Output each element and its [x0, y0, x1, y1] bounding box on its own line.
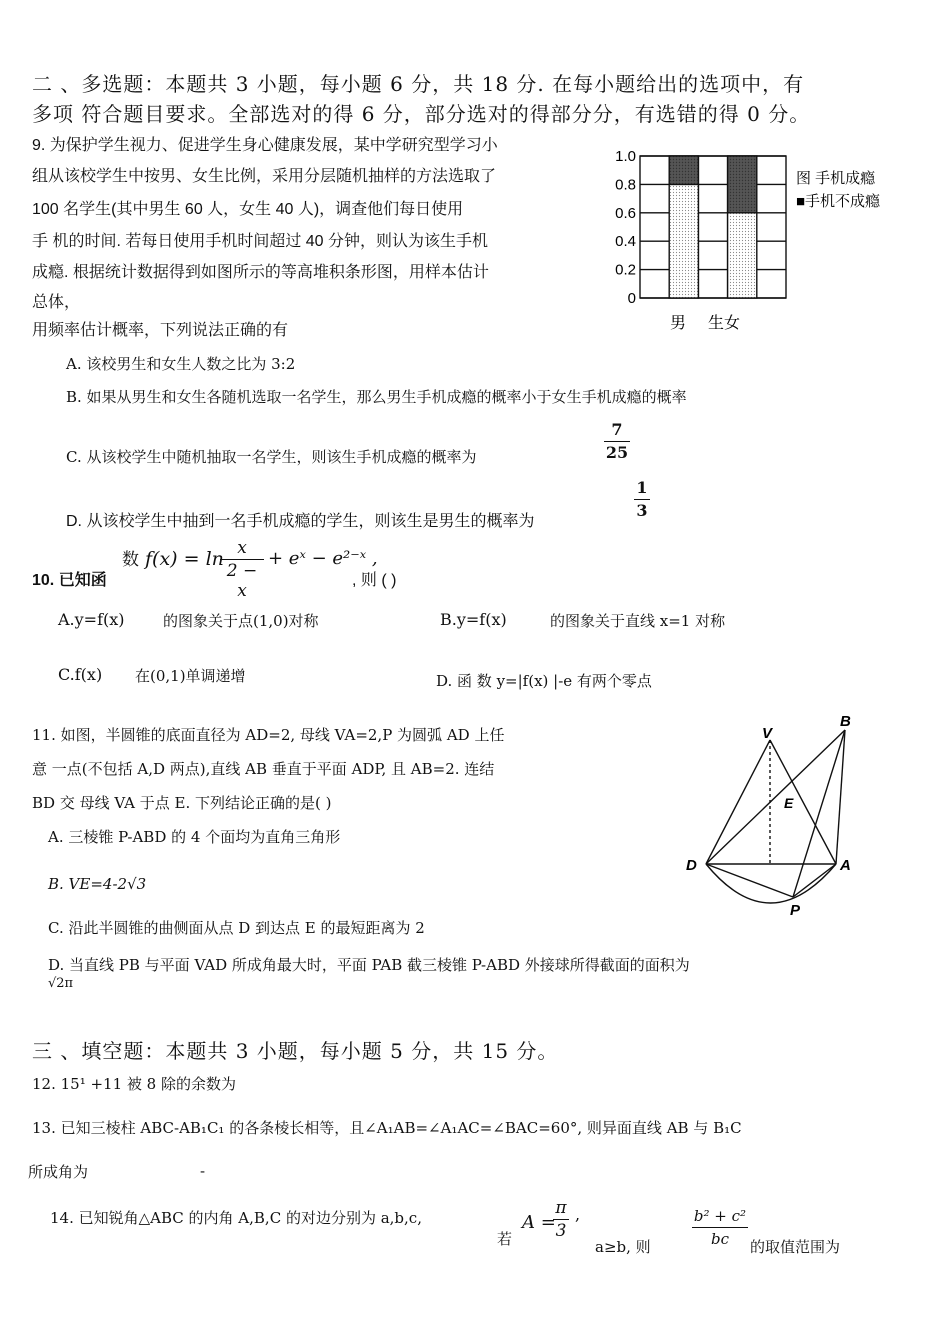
q10-formula-lhs: f(x) = ln	[145, 548, 224, 570]
section2-line2: 多项 符合题目要求。全部选对的得 6 分，部分选对的得部分分，有选错的得 0 分。	[32, 102, 811, 126]
q14-comma: ,	[575, 1205, 581, 1224]
q9-option-d-fraction	[634, 478, 650, 521]
q9-option-a: A. 该校男生和女生人数之比为 3:2	[66, 355, 296, 373]
q11-option-d: D. 当直线 PB 与平面 VAD 所成角最大时，平面 PAB 截三棱锥 P-ABD 外接球所得截面的面积为	[48, 956, 690, 974]
label-a: A	[840, 857, 851, 874]
q11-option-c: C. 沿此半圆锥的曲侧面从点 D 到达点 E 的最短距离为 2	[48, 919, 425, 937]
q9-option-c-fraction	[604, 420, 630, 463]
q10-option-c-text: 在(0,1)单调递增	[135, 667, 246, 685]
label-v: V	[762, 725, 773, 742]
q9-option-d: D. 从该校学生中抽到一名手机成瘾的学生，则该生是男生的概率为	[66, 513, 535, 530]
legend-not-addicted: ■手机不成瘾	[796, 193, 881, 210]
q11-line1: 11. 如图，半圆锥的底面直径为 AD=2, 母线 VA=2,P 为圆弧 AD 上任	[32, 726, 505, 744]
section2-line1: 二 、多选题：本题共 3 小题，每小题 6 分，共 18 分. 在每小题给出的选项中，有	[32, 72, 805, 96]
q9-stacked-bar-chart	[600, 140, 930, 340]
fraction-numerator: 7	[611, 420, 623, 439]
bar-not-addicted	[728, 213, 757, 298]
q9-option-b: B. 如果从男生和女生各随机选取一名学生，那么男生手机成瘾的概率小于女生手机成瘾的概率	[66, 388, 687, 406]
q9-line: 9. 为保护学生视力、促进学生身心健康发展，某中学研究型学习小	[32, 137, 498, 154]
q9-line: 成瘾. 根据统计数据得到如图所示的等高堆积条形图，用样本估计	[32, 264, 489, 281]
fraction-denominator: 3	[555, 1221, 567, 1241]
q14-pi-over-3	[553, 1198, 569, 1241]
section3-title: 三 、填空题：本题共 3 小题，每小题 5 分，共 15 分。	[32, 1039, 559, 1063]
q9-line: 手 机的时间. 若每日使用手机时间超过 40 分钟，则认为该生手机	[32, 233, 489, 250]
fraction-denominator: 2 − x	[226, 561, 258, 601]
fraction-numerator: x	[237, 538, 247, 558]
q11-semicone-figure	[680, 712, 870, 922]
q10-formula-rhs: + eˣ − e²⁻ˣ ,	[268, 548, 378, 569]
q10-label: 10. 已知函	[32, 572, 107, 589]
y-tick-label: 0.8	[615, 176, 636, 194]
fraction-numerator: π	[555, 1198, 567, 1218]
q10-option-a-text: 的图象关于点(1,0)对称	[163, 612, 319, 630]
q13-blank: -	[200, 1162, 206, 1180]
label-p: P	[790, 902, 801, 919]
q10-shu: 数	[122, 550, 139, 570]
q9-line: 用频率估计概率，下列说法正确的有	[32, 322, 289, 339]
q14-tail: 的取值范围为	[750, 1238, 841, 1256]
label-d: D	[686, 857, 697, 874]
q13-line1: 13. 已知三棱柱 ABC-AB₁C₁ 的各条棱长相等，且∠A₁AB=∠A₁AC=∠BAC=60°, 则异面直线 AB 与 B₁C	[32, 1119, 742, 1137]
q11-option-a: A. 三棱锥 P-ABD 的 4 个面均为直角三角形	[48, 828, 341, 846]
bar-addicted	[728, 156, 757, 213]
q10-formula-fraction	[220, 538, 264, 601]
q13-line2: 所成角为	[28, 1163, 89, 1181]
q14-line1: 14. 已知锐角△ABC 的内角 A,B,C 的对边分别为 a,b,c,	[50, 1209, 422, 1227]
fraction-numerator: 1	[636, 478, 648, 497]
q11-line3: BD 交 母线 VA 于点 E. 下列结论正确的是( )	[32, 794, 332, 812]
y-tick-label: 1.0	[615, 148, 636, 165]
fraction-numerator: b² + c²	[693, 1207, 747, 1225]
legend-addicted: 图 手机成瘾	[796, 170, 876, 187]
label-b: B	[840, 713, 851, 730]
q11-line2: 意 一点(不包括 A,D 两点),直线 AB 垂直于平面 ADP, 且 AB=2. 连结	[32, 760, 495, 778]
label-e: E	[784, 795, 794, 811]
fraction-denominator: 25	[605, 443, 629, 462]
q10-option-d: D. 函 数 y=|f(x) |-e 有两个零点	[436, 672, 652, 690]
plot-frame	[640, 156, 786, 298]
y-tick-label: 0.4	[615, 233, 636, 251]
bar-not-addicted	[669, 184, 698, 298]
q9-line: 组从该校学生中按男、女生比例，采用分层随机抽样的方法选取了	[32, 168, 497, 185]
q10-option-b-func: B.y=f(x)	[440, 610, 507, 629]
q11-option-d-value: √2π	[48, 976, 74, 991]
x-label-male: 男	[670, 315, 687, 332]
q11-option-b: B. VE=4-2√3	[48, 875, 147, 893]
q10-option-c-func: C.f(x)	[58, 665, 103, 684]
q10-option-a-func: A.y=f(x)	[58, 610, 125, 629]
y-tick-label: 0	[627, 290, 636, 307]
y-tick-label: 0.6	[615, 204, 636, 222]
y-tick-label: 0.2	[615, 261, 636, 279]
q10-tail: , 则 ( )	[352, 572, 397, 589]
q10-option-b-text: 的图象关于直线 x=1 对称	[550, 612, 726, 630]
q9-line: 100 名学生(其中男生 60 人，女生 40 人)，调查他们每日使用	[32, 201, 464, 218]
q14-a-eq: A =	[522, 1212, 556, 1233]
x-label-female: 生女	[708, 315, 741, 332]
q9-line: 总体，	[32, 294, 81, 311]
q12-text: 12. 15¹ +11 被 8 除的余数为	[32, 1075, 236, 1093]
bar-addicted	[669, 156, 698, 184]
q14-condition: a≥b, 则	[595, 1238, 651, 1256]
q14-fraction	[692, 1206, 748, 1249]
fraction-denominator: 3	[636, 501, 648, 520]
fraction-denominator: bc	[710, 1230, 729, 1248]
q9-option-c: C. 从该校学生中随机抽取一名学生，则该生手机成瘾的概率为	[66, 448, 477, 466]
q14-ruo: 若	[497, 1230, 513, 1248]
